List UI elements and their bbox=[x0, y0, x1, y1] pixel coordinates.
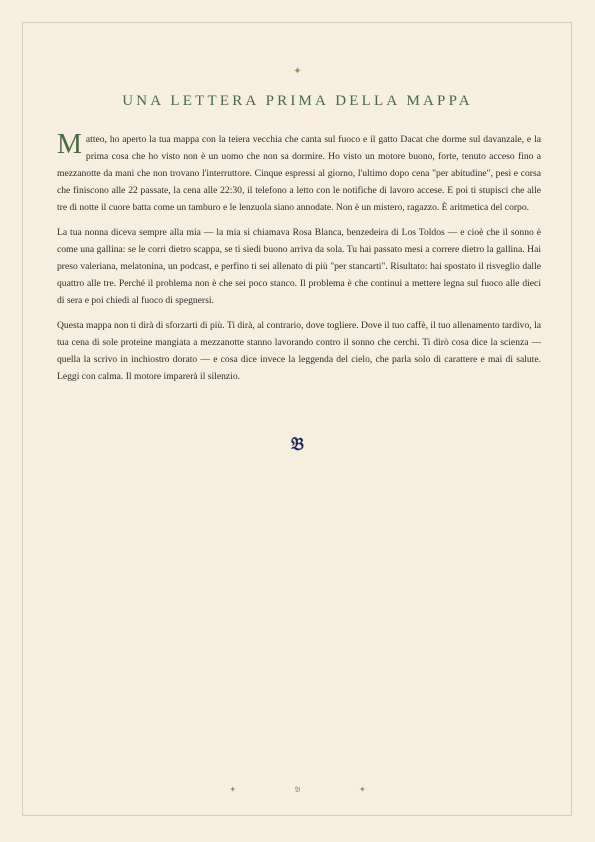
star-ornament-icon: ✦ bbox=[293, 66, 302, 77]
page-number: 𝔅 bbox=[294, 785, 301, 794]
page-footer bbox=[0, 785, 595, 795]
paragraph-1 bbox=[57, 131, 541, 216]
drop-cap: M bbox=[57, 129, 82, 160]
paragraph-1-text: atteo, ho aperto la tua mappa con la teiera vecchia che canta sul fuoco e il gatto Dacat che dorme sul davanzale, e la prima cosa che ho visto non è un uomo che non sa dormire. Ho visto un motore buono, forte, tenuto acceso fino a mezzanotte da mani che non trovano l'interruttore. Cinque espressi al giorno, l'ultimo dopo cena "per abitudine", pesi e corsa che finiscono alle 22 passate, la cena alle 22:30, il telefono a letto con le notifiche di lavoro accese. E poi ti stupisci che alle tre di notte il cuore batta come un tamburo e le lenzuola siano annodate. Non è un mistero, ragazzo. È aritmetica del corpo. bbox=[57, 134, 541, 213]
paragraph-2: La tua nonna diceva sempre alla mia — la mia si chiamava Rosa Blanca, benzedeira di Los Toldos — e cioè che il sonno è come una gallina: se le corri dietro scappa, se ti siedi buono arriva da sola. Tu hai passato mesi a correre dietro la gallina. Hai preso valeriana, melatonina, un podcast, e perfino ti sei allenato di più "per stancarti". Risultato: hai spostato il risveglio dalle quattro alle tre. Perché il problema non è che sei poco stanco. Il problema è che continui a mettere legna sul fuoco alle dieci di sera e poi chiedi al fuoco di spegnersi. bbox=[57, 227, 541, 306]
star-ornament-left-icon: ✦ bbox=[229, 785, 237, 794]
letter-title: UNA LETTERA PRIMA DELLA MAPPA bbox=[122, 93, 473, 109]
star-ornament-right-icon: ✦ bbox=[358, 785, 366, 794]
paragraph-3: Questa mappa non ti dirà di sforzarti di più. Ti dirà, al contrario, dove togliere. Dove il tuo caffè, il tuo allenamento tardivo, la tua cena di sole proteine mangiata a mezzanotte stanno lavorando contro il sonno che cerchi. Ti dirò cosa dice la scienza — quella la scrivo in inchiostro dorato — e cosa dice invece la leggenda del cielo, che parla solo di carattere e mai di salute. Leggi con calma. Il motore imparerà il silenzio. bbox=[57, 320, 541, 382]
letter-body bbox=[57, 131, 541, 393]
signature-monogram: 𝔅 bbox=[291, 434, 304, 455]
